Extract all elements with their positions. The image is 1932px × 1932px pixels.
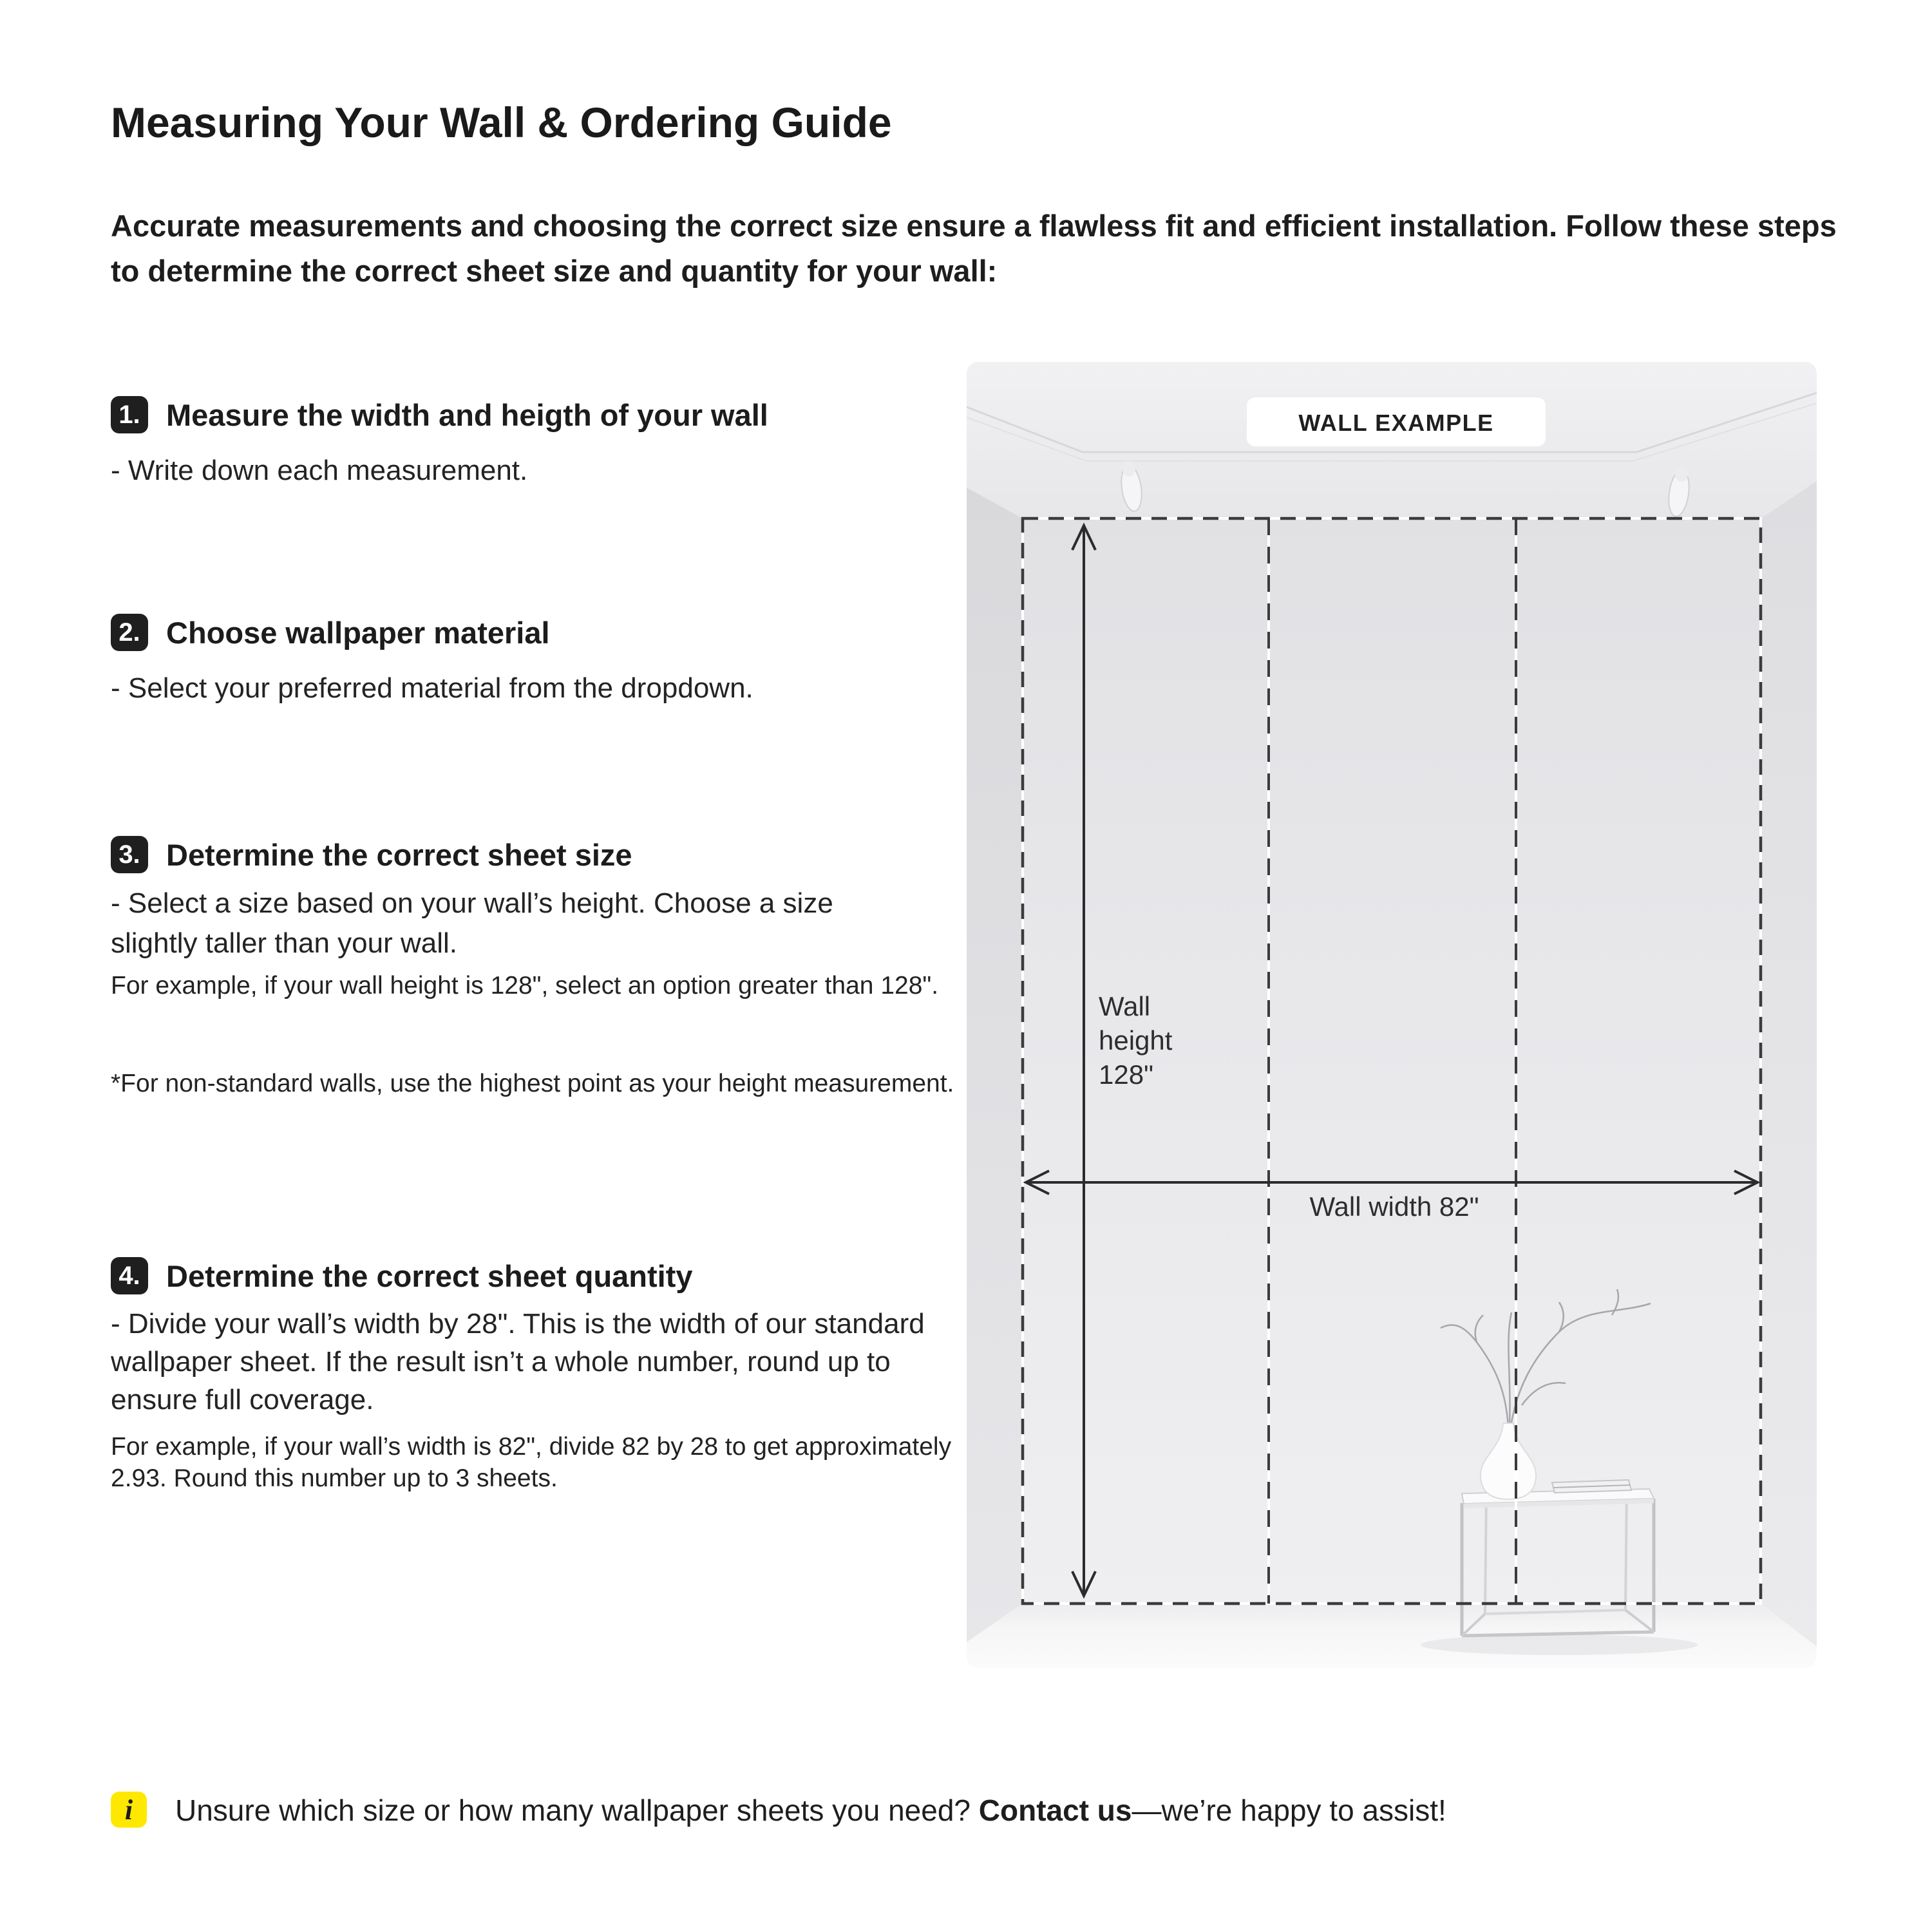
wall-width-label: Wall width 82" [1309,1191,1479,1222]
step-1-body: - Write down each measurement. [111,455,528,486]
step-2-header [111,614,550,651]
step-2-title: Choose wallpaper material [166,615,550,650]
svg-text:128": 128" [1099,1059,1153,1090]
step-3-header [111,836,632,873]
step-1-number-badge: 1. [111,396,148,433]
footer-text [175,1792,1446,1829]
step-4-header [111,1257,693,1294]
step-4-number-badge: 4. [111,1257,148,1294]
page-title: Measuring Your Wall & Ordering Guide [111,99,892,146]
contact-us-link[interactable]: Contact us [978,1794,1132,1827]
footer-note [111,1792,1446,1829]
step-1-title: Measure the width and heigth of your wall [166,397,768,432]
step-3-number-badge: 3. [111,836,148,873]
step-3-body: - Select a size based on your wall’s height. Choose a size slightly taller than your wall. [111,887,833,959]
svg-text:Wall: Wall [1099,991,1151,1021]
step-1-header [111,396,768,433]
wall-example-image [967,362,1817,1668]
wall-example-badge [1246,397,1546,447]
step-3-title: Determine the correct sheet size [166,837,632,872]
svg-text:height: height [1099,1025,1173,1056]
book [1552,1480,1631,1493]
step-2-number-badge: 2. [111,614,148,651]
step-4-example: For example, if your wall’s width is 82", divide 82 by 28 to get approximately 2.93. Round this number up to 3 sheets. [111,1433,952,1492]
info-icon: i [111,1792,147,1828]
room-photo-background [967,362,1817,1668]
step-3-note: *For non-standard walls, use the highest point as your height measurement. [111,1070,954,1097]
step-4-body: - Divide your wall’s width by 28". This is the width of our standard wallpaper sheet. If the result isn’t a whole number, round up to ensure full coverage. [111,1308,925,1416]
step-2-body: - Select your preferred material from the dropdown. [111,672,753,704]
wall-example-diagram [967,362,1817,1668]
intro-paragraph: Accurate measurements and choosing the correct size ensure a flawless fit and efficient installation. Follow these steps to determine the correct sheet size and quantity for your wall: [111,209,1837,288]
footer-text-after: —we’re happy to assist! [1132,1794,1446,1827]
footer-text-before: Unsure which size or how many wallpaper sheets you need? [175,1794,979,1827]
step-4-title: Determine the correct sheet quantity [166,1258,693,1293]
wall-example-label: WALL EXAMPLE [1298,410,1494,436]
step-3-example: For example, if your wall height is 128", select an option greater than 128". [111,972,939,999]
